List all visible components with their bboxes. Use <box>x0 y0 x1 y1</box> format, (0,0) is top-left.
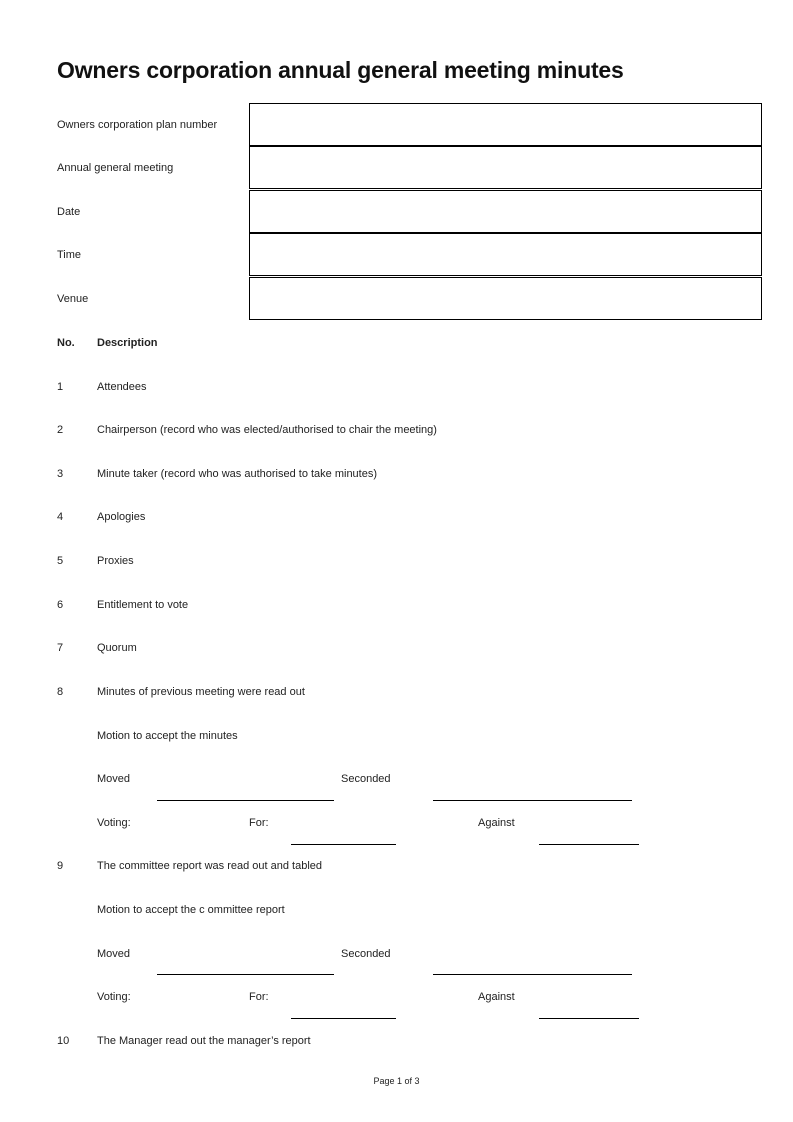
column-no-heading: No. <box>57 337 75 349</box>
item-minute-taker: Minute taker (record who was authorised to take minutes) <box>97 468 378 480</box>
date-label: Date <box>57 206 81 218</box>
item-attendees: Attendees <box>97 381 147 393</box>
time-label: Time <box>57 249 82 261</box>
seconded-label: Seconded <box>341 948 391 960</box>
plan-number-field[interactable] <box>249 103 762 146</box>
item-number: 9 <box>57 860 64 872</box>
for-count-line[interactable] <box>291 844 396 845</box>
seconded-signature-line[interactable] <box>433 974 632 975</box>
item-committee-report: The committee report was read out and tabled <box>97 860 323 872</box>
plan-number-label: Owners corporation plan number <box>57 119 218 131</box>
voting-label: Voting: <box>97 991 131 1003</box>
item-number: 8 <box>57 686 64 698</box>
item-number: 7 <box>57 642 64 654</box>
item-proxies: Proxies <box>97 555 134 567</box>
against-count-line[interactable] <box>539 844 639 845</box>
against-label: Against <box>478 817 515 829</box>
column-description-heading: Description <box>97 337 158 349</box>
motion-title: Motion to accept the minutes <box>97 730 238 742</box>
item-managers-report: The Manager read out the manager’s report <box>97 1035 311 1047</box>
venue-field[interactable] <box>249 277 762 320</box>
against-label: Against <box>478 991 515 1003</box>
item-chairperson: Chairperson (record who was elected/authorised to chair the meeting) <box>97 424 437 436</box>
moved-signature-line[interactable] <box>157 974 334 975</box>
item-apologies: Apologies <box>97 511 146 523</box>
item-number: 6 <box>57 599 64 611</box>
voting-label: Voting: <box>97 817 131 829</box>
against-count-line[interactable] <box>539 1018 639 1019</box>
item-number: 4 <box>57 511 64 523</box>
moved-label: Moved <box>97 948 131 960</box>
for-label: For: <box>249 991 269 1003</box>
item-number: 1 <box>57 381 64 393</box>
for-count-line[interactable] <box>291 1018 396 1019</box>
item-quorum: Quorum <box>97 642 137 654</box>
for-label: For: <box>249 817 269 829</box>
item-previous-minutes: Minutes of previous meeting were read out <box>97 686 305 698</box>
seconded-label: Seconded <box>341 773 391 785</box>
agm-label: Annual general meeting <box>57 162 174 174</box>
seconded-signature-line[interactable] <box>433 800 632 801</box>
item-number: 3 <box>57 468 64 480</box>
page-number: Page 1 of 3 <box>373 1076 420 1086</box>
item-number: 2 <box>57 424 64 436</box>
item-number: 5 <box>57 555 64 567</box>
moved-signature-line[interactable] <box>157 800 334 801</box>
document-title: Owners corporation annual general meeting minutes <box>57 57 624 83</box>
item-number: 10 <box>57 1035 70 1047</box>
moved-label: Moved <box>97 773 131 785</box>
date-field[interactable] <box>249 190 762 233</box>
time-field[interactable] <box>249 233 762 276</box>
agm-field[interactable] <box>249 146 762 189</box>
motion-title: Motion to accept the c ommittee report <box>97 904 285 916</box>
venue-label: Venue <box>57 293 89 305</box>
item-entitlement: Entitlement to vote <box>97 599 189 611</box>
